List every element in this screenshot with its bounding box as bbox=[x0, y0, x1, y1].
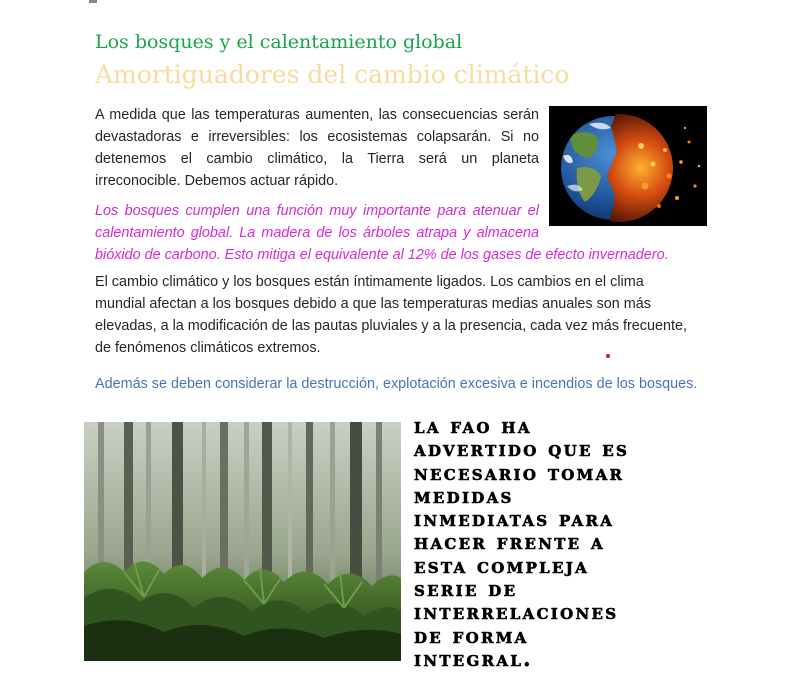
forest-image bbox=[84, 422, 401, 661]
paragraph-forest-function-last: bióxido de carbono. Esto mitiga el equivalente al 12% de los gases de efecto invernadero. bbox=[95, 247, 669, 263]
fao-statement-line: necesario tomar bbox=[414, 459, 625, 485]
fao-statement-line: serie de bbox=[414, 576, 518, 602]
fao-statement-line: medidas bbox=[414, 482, 514, 508]
fao-statement-line: interrelaciones bbox=[414, 599, 619, 625]
paragraph-destruction: Además se deben considerar la destrucción, explotación excesiva e incendios de los bosques. bbox=[95, 376, 698, 392]
fao-statement-line: advertido que es bbox=[414, 436, 630, 462]
page-corner-mark bbox=[89, 0, 97, 3]
document-subtitle: Amortiguadores del cambio climático bbox=[95, 60, 570, 89]
fao-statement-line: la fao ha bbox=[414, 413, 532, 438]
fao-statement-line: de forma bbox=[414, 622, 529, 648]
paragraph-forest-function bbox=[95, 200, 669, 266]
red-dot-marker bbox=[606, 354, 610, 358]
fao-statement-line: inmediatas para bbox=[414, 506, 615, 532]
paragraph-forest-function-main: Los bosques cumplen una función muy importante para atenuar el calentamiento global. La madera de los árboles atrapa y almacena bbox=[95, 203, 539, 241]
fao-statement-line: integral. bbox=[414, 645, 533, 671]
earth-burning-image bbox=[549, 106, 707, 226]
document-title: Los bosques y el calentamiento global bbox=[95, 31, 463, 53]
fao-statement-line: esta compleja bbox=[414, 552, 590, 578]
paragraph-consequences: A medida que las temperaturas aumenten, las consecuencias serán devastadoras e irreversibles: los ecosistemas colapsarán. Si no detenemos el cambio climático, la Tierra será un planeta irreconocible. Debemos actuar rápido. bbox=[95, 107, 539, 189]
paragraph-climate-forests: El cambio climático y los bosques están íntimamente ligados. Los cambios en el clima mundial afectan a los bosques debido a que las temperaturas medias anuales son más elevadas, a la modificación de las pautas pluviales y a la presencia, cada vez más frecuente, de fenómenos climáticos extremos. bbox=[95, 274, 687, 356]
fao-statement-line: hacer frente a bbox=[414, 529, 605, 555]
fao-statement bbox=[414, 414, 714, 670]
